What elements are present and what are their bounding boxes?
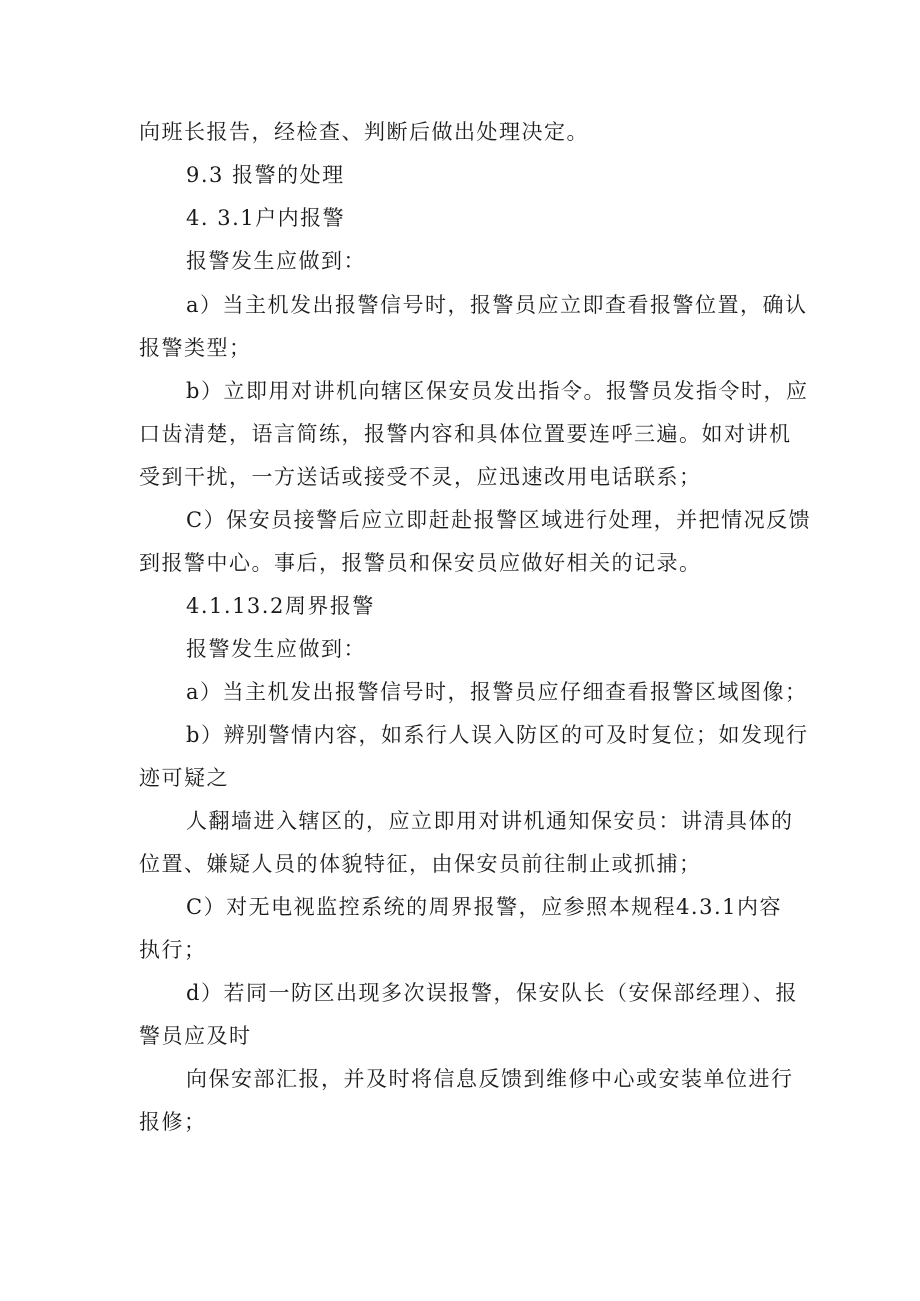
paragraph-line: 报修； <box>139 1110 207 1134</box>
list-item-line: 到报警中心。事后，报警员和保安员应做好相关的记录。 <box>139 551 702 575</box>
list-item-line: a）当主机发出报警信号时，报警员应立即查看报警位置，确认 <box>186 293 808 317</box>
list-item-line: 报警类型； <box>139 336 252 360</box>
paragraph-line: 人翻墙进入辖区的，应立即用对讲机通知保安员：讲清具体的 <box>186 809 794 833</box>
list-item-line: 受到干扰，一方送话或接受不灵，应迅速改用电话联系； <box>139 465 702 489</box>
subsection-heading: 4. 3.1户内报警 <box>186 206 346 230</box>
list-item-line: b）辨别警情内容，如系行人误入防区的可及时复位；如发现行 <box>186 723 809 747</box>
list-item-line: C）保安员接警后应立即赶赴报警区域进行处理，并把情况反馈 <box>186 508 812 532</box>
list-item-line: 执行； <box>139 938 207 962</box>
paragraph-line: 向保安部汇报，并及时将信息反馈到维修中心或安装单位进行 <box>186 1067 794 1091</box>
list-item-line: a）当主机发出报警信号时，报警员应仔细查看报警区域图像； <box>186 680 808 704</box>
subsection-heading: 4.1.13.2周界报警 <box>186 594 375 618</box>
list-item-line: 口齿清楚，语言简练，报警内容和具体位置要连呼三遍。如对讲机 <box>139 422 792 446</box>
list-item-line: C）对无电视监控系统的周界报警，应参照本规程4.3.1内容 <box>186 895 782 919</box>
list-item-line: 警员应及时 <box>139 1024 252 1048</box>
paragraph-line: 报警发生应做到： <box>186 637 366 661</box>
paragraph-line: 报警发生应做到： <box>186 249 366 273</box>
section-heading: 9.3 报警的处理 <box>186 163 345 187</box>
list-item-line: d）若同一防区出现多次误报警，保安队长（安保部经理）、报 <box>186 981 798 1005</box>
list-item-line: 迹可疑之 <box>139 766 229 790</box>
list-item-line: b）立即用对讲机向辖区保安员发出指令。报警员发指令时，应 <box>186 379 809 403</box>
paragraph-line: 位置、嫌疑人员的体貌特征，由保安员前往制止或抓捕； <box>139 852 702 876</box>
paragraph-line: 向班长报告，经检查、判断后做出处理决定。 <box>139 120 589 144</box>
